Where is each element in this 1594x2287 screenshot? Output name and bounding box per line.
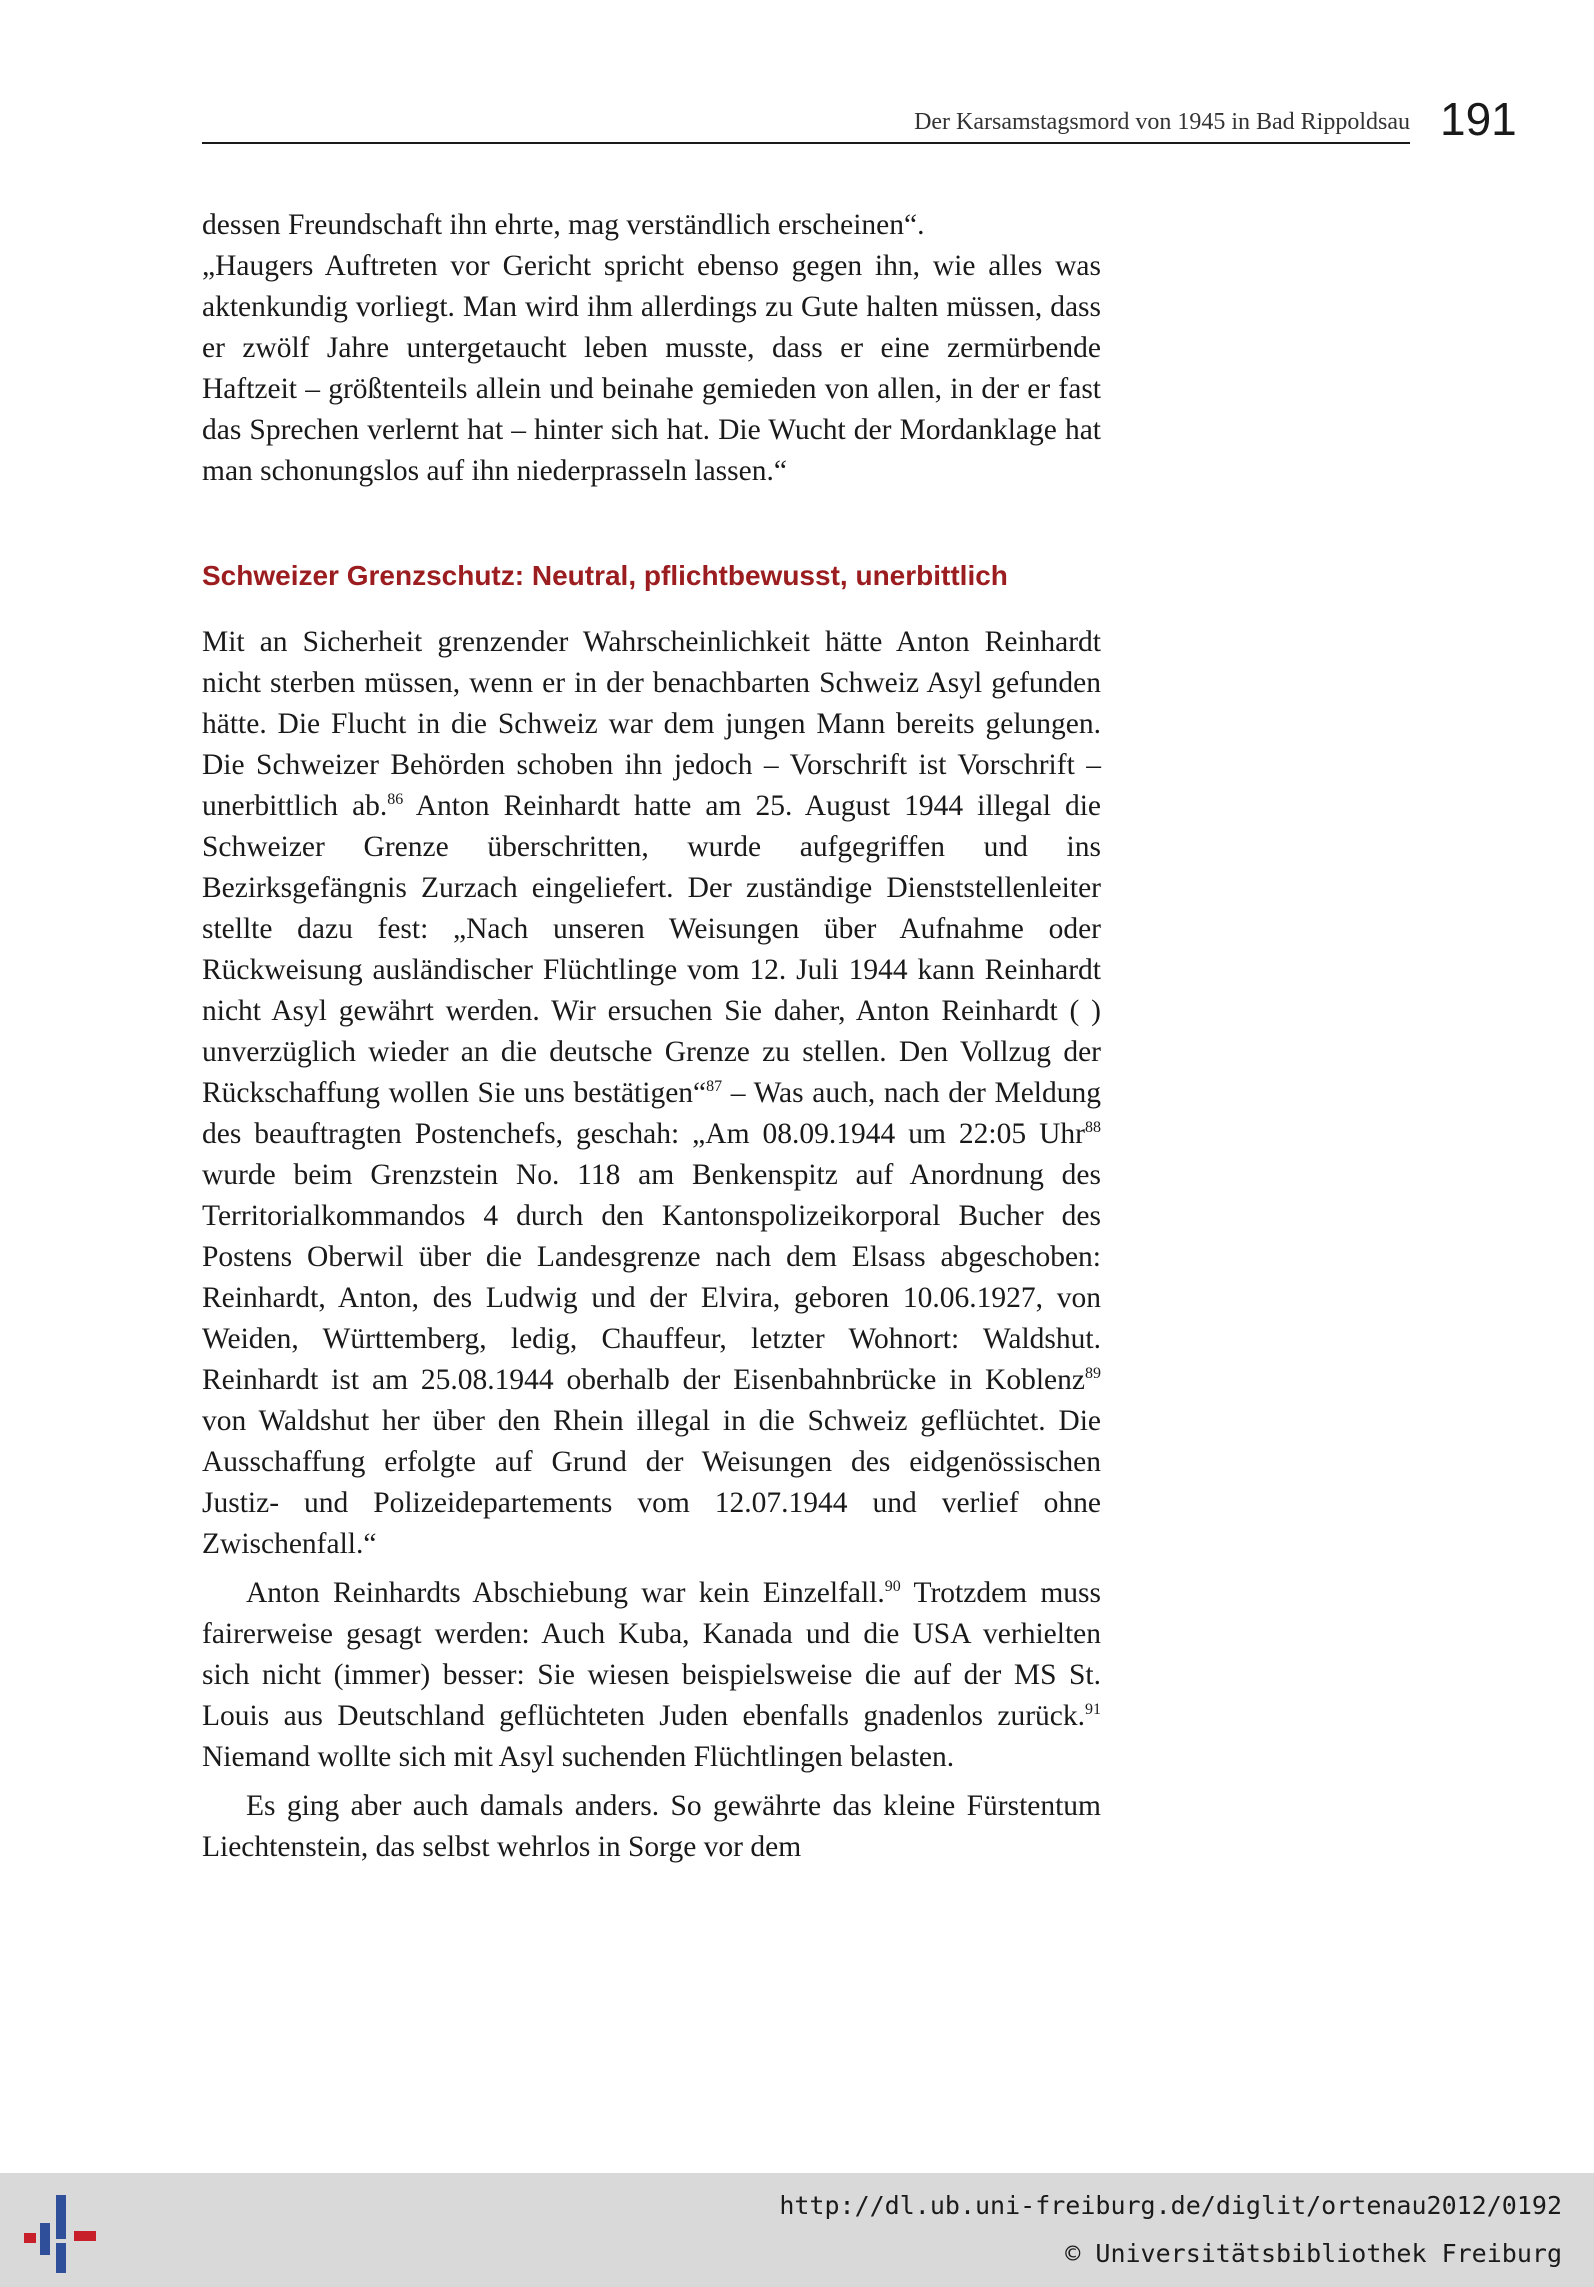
footnote-ref-87[interactable]: 87 [706, 1078, 723, 1096]
paragraph-3-text-3: Niemand wollte sich mit Asyl suchenden Flüchtlingen belasten. [202, 1741, 955, 1773]
footnote-ref-88[interactable]: 88 [1085, 1119, 1101, 1137]
paragraph-3-text-2: Trotzdem muss fairerweise gesagt werden: Auch Kuba, Kanada und die USA verhielten sich nicht (immer) besser: Sie wiesen beispielsweise die auf der MS St. Louis aus Deutschland geflüchteten Juden ebenfalls gnadenlos zurück. [202, 1577, 1101, 1732]
paragraph-3 [202, 1573, 1101, 1778]
footnote-ref-86[interactable]: 86 [387, 791, 404, 809]
footnote-ref-90[interactable]: 90 [884, 1578, 901, 1596]
paragraph-1-line-1: dessen Freundschaft ihn ehrte, mag verständlich erscheinen“. [202, 209, 925, 241]
footer-url-link[interactable]: http://dl.ub.uni-freiburg.de/diglit/ortenau2012/0192 [779, 2191, 1562, 2220]
paragraph-3-text-1: Anton Reinhardts Abschiebung war kein Einzelfall. [246, 1577, 885, 1609]
paragraph-2-text-5: von Waldshut her über den Rhein illegal in die Schweiz geflüchtet. Die Ausschaffung erfolgte auf Grund der Weisungen des eidgenössischen Justiz- und Polizeidepartements vom 12.07.1944 und verlief ohne Zwischenfall.“ [202, 1405, 1101, 1560]
page-number: 191 [1440, 93, 1517, 145]
paragraph-2-text-4: wurde beim Grenzstein No. 118 am Benkenspitz auf Anordnung des Territorialkommandos 4 durch den Kantonspolizeikorporal Bucher des Postens Oberwil über die Landesgrenze nach dem Elsass abgeschoben: Reinhardt, Anton, des Ludwig und der Elvira, geboren 10.06.1927, von Weiden, Württemberg, ledig, Chauffeur, letzter Wohnort: Waldshut. Reinhardt ist am 25.08.1944 oberhalb der Eisenbahnbrücke in Koblenz [202, 1159, 1101, 1396]
footer-copyright: © Universitätsbibliothek Freiburg [1065, 2239, 1562, 2268]
paragraph-2-text-2: Anton Reinhardt hatte am 25. August 1944 illegal die Schweizer Grenze überschritten, wurde aufgegriffen und ins Bezirksgefängnis Zurzach eingeliefert. Der zuständige Dienststellenleiter stellte dazu fest: „Nach unseren Weisungen über Aufnahme oder Rückweisung ausländischer Flüchtlinge vom 12. Juli 1944 kann Reinhardt nicht Asyl gewährt werden. Wir ersuchen Sie daher, Anton Reinhardt ( ) unverzüglich wieder an die deutsche Grenze zu stellen. Den Vollzug der Rückschaffung wollen Sie uns bestätigen“ [202, 790, 1102, 1109]
paragraph-4: Es ging aber auch damals anders. So gewährte das kleine Fürstentum Liechtenstein, das selbst wehrlos in Sorge vor dem [202, 1790, 1101, 1863]
paragraph-2 [202, 622, 1101, 1565]
footer-bar [0, 2173, 1594, 2287]
ub-freiburg-logo-icon [22, 2187, 102, 2279]
main-text-column [202, 205, 1101, 1868]
footnote-ref-91[interactable]: 91 [1085, 1701, 1101, 1719]
footnote-ref-89[interactable]: 89 [1085, 1365, 1101, 1383]
section-heading: Schweizer Grenzschutz: Neutral, pflichtbewusst, unerbittlich [202, 560, 1008, 591]
paragraph-1-quote: „Haugers Auftreten vor Gericht spricht ebenso gegen ihn, wie alles was aktenkundig vorliegt. Man wird ihm allerdings zu Gute halten müssen, dass er zwölf Jahre untergetaucht leben musste, dass er eine zermürbende Haftzeit – größtenteils allein und beinahe gemieden von allen, in der er fast das Sprechen verlernt hat – hinter sich hat. Die Wucht der Mordanklage hat man schonungslos auf ihn niederprasseln lassen.“ [202, 250, 1101, 487]
running-title: Der Karsamstagsmord von 1945 in Bad Rippoldsau [914, 109, 1410, 135]
paragraph-2-text-3: – Was auch, nach der Meldung des beauftragten Postenchefs, geschah: „Am 08.09.1944 um 22:05 Uhr [202, 1077, 1101, 1150]
running-header [202, 96, 1410, 144]
paragraph-2-text-1: Mit an Sicherheit grenzender Wahrscheinlichkeit hätte Anton Reinhardt nicht sterben müssen, wenn er in der benachbarten Schweiz Asyl gefunden hätte. Die Flucht in die Schweiz war dem jungen Mann bereits gelungen. Die Schweizer Behörden schoben ihn jedoch – Vorschrift ist Vorschrift – unerbittlich ab. [202, 626, 1101, 822]
